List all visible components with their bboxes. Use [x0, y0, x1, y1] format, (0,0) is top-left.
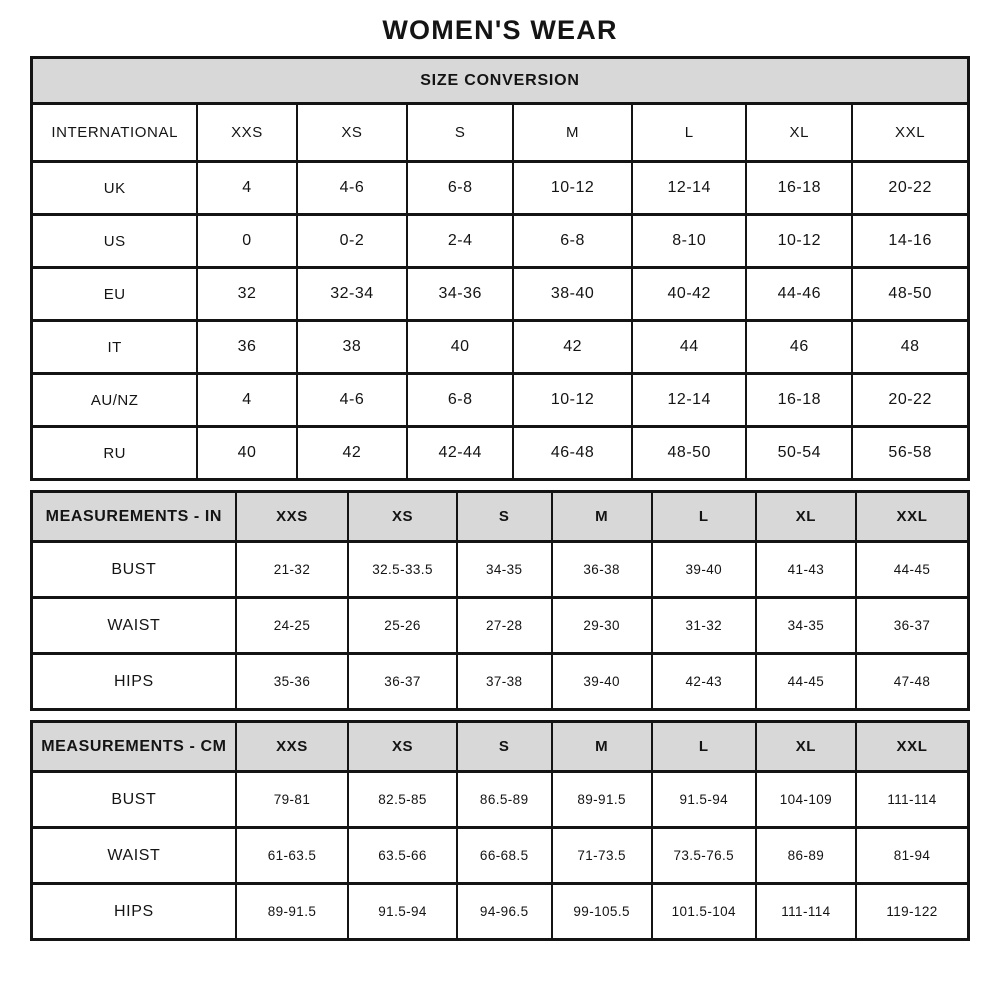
cell: 32-34: [297, 268, 408, 321]
column-header-xl: XL: [746, 104, 852, 162]
cell: 82.5-85: [348, 772, 457, 828]
cell: 4: [197, 374, 296, 427]
measurements-cm-table: [30, 720, 970, 941]
cell: 29-30: [552, 598, 652, 654]
cell: 73.5-76.5: [652, 828, 756, 884]
cell: 20-22: [852, 374, 968, 427]
cell: 10-12: [513, 162, 632, 215]
row-label: WAIST: [32, 828, 236, 884]
cell: 16-18: [746, 374, 852, 427]
cell: 42: [513, 321, 632, 374]
row-label: US: [32, 215, 198, 268]
cell: 2-4: [407, 215, 513, 268]
cell: 44-46: [746, 268, 852, 321]
cell: 6-8: [407, 374, 513, 427]
cell: 42-44: [407, 427, 513, 480]
column-header-xl: XL: [756, 492, 856, 542]
cell: 16-18: [746, 162, 852, 215]
cell: 12-14: [632, 374, 746, 427]
table-row: [32, 542, 969, 598]
column-header-xl: XL: [756, 722, 856, 772]
cell: 104-109: [756, 772, 856, 828]
row-label: AU/NZ: [32, 374, 198, 427]
column-header-m: M: [552, 722, 652, 772]
table-row: [32, 374, 969, 427]
table-row: [32, 654, 969, 710]
cell: 36-38: [552, 542, 652, 598]
cell: 46: [746, 321, 852, 374]
cell: 40: [407, 321, 513, 374]
cell: 79-81: [236, 772, 348, 828]
table-row: [32, 828, 969, 884]
row-label: HIPS: [32, 884, 236, 940]
cell: 34-36: [407, 268, 513, 321]
cell: 36-37: [348, 654, 457, 710]
cell: 4: [197, 162, 296, 215]
cell: 36: [197, 321, 296, 374]
table-row: [32, 215, 969, 268]
cell: 40-42: [632, 268, 746, 321]
cell: 10-12: [513, 374, 632, 427]
cell: 86-89: [756, 828, 856, 884]
cell: 4-6: [297, 374, 408, 427]
cell: 94-96.5: [457, 884, 552, 940]
size-conversion-title: SIZE CONVERSION: [32, 58, 969, 104]
row-label: BUST: [32, 772, 236, 828]
cell: 99-105.5: [552, 884, 652, 940]
cell: 50-54: [746, 427, 852, 480]
cell: 21-32: [236, 542, 348, 598]
cell: 48: [852, 321, 968, 374]
column-header-m: M: [513, 104, 632, 162]
column-header-l: L: [632, 104, 746, 162]
page-title: WOMEN'S WEAR: [382, 15, 618, 45]
table-row: [32, 598, 969, 654]
cell: 12-14: [632, 162, 746, 215]
cell: 46-48: [513, 427, 632, 480]
cell: 6-8: [513, 215, 632, 268]
cell: 32.5-33.5: [348, 542, 457, 598]
cell: 25-26: [348, 598, 457, 654]
cell: 89-91.5: [552, 772, 652, 828]
cell: 14-16: [852, 215, 968, 268]
size-conversion-title-row: [32, 58, 969, 104]
measurements-in-table: [30, 490, 970, 711]
cell: 91.5-94: [652, 772, 756, 828]
size-conversion-table: [30, 56, 970, 481]
column-header-international: INTERNATIONAL: [32, 104, 198, 162]
row-label: HIPS: [32, 654, 236, 710]
cell: 44-45: [756, 654, 856, 710]
cell: 20-22: [852, 162, 968, 215]
measurements-cm-title: MEASUREMENTS - CM: [32, 722, 236, 772]
cell: 61-63.5: [236, 828, 348, 884]
cell: 35-36: [236, 654, 348, 710]
column-header-l: L: [652, 492, 756, 542]
cell: 0: [197, 215, 296, 268]
row-label: RU: [32, 427, 198, 480]
table-row: [32, 162, 969, 215]
cell: 44: [632, 321, 746, 374]
cell: 24-25: [236, 598, 348, 654]
cell: 86.5-89: [457, 772, 552, 828]
cell: 40: [197, 427, 296, 480]
cell: 34-35: [756, 598, 856, 654]
cell: 101.5-104: [652, 884, 756, 940]
cell: 39-40: [652, 542, 756, 598]
column-header-xxl: XXL: [856, 722, 968, 772]
cell: 42: [297, 427, 408, 480]
cell: 42-43: [652, 654, 756, 710]
cell: 56-58: [852, 427, 968, 480]
row-label: IT: [32, 321, 198, 374]
cell: 71-73.5: [552, 828, 652, 884]
measurements-in-header-row: [32, 492, 969, 542]
cell: 36-37: [856, 598, 968, 654]
cell: 37-38: [457, 654, 552, 710]
cell: 31-32: [652, 598, 756, 654]
column-header-s: S: [407, 104, 513, 162]
column-header-xxs: XXS: [197, 104, 296, 162]
cell: 47-48: [856, 654, 968, 710]
column-header-xxl: XXL: [856, 492, 968, 542]
row-label: WAIST: [32, 598, 236, 654]
column-header-s: S: [457, 492, 552, 542]
cell: 48-50: [852, 268, 968, 321]
cell: 10-12: [746, 215, 852, 268]
cell: 27-28: [457, 598, 552, 654]
cell: 111-114: [856, 772, 968, 828]
cell: 89-91.5: [236, 884, 348, 940]
cell: 34-35: [457, 542, 552, 598]
cell: 91.5-94: [348, 884, 457, 940]
cell: 38-40: [513, 268, 632, 321]
column-header-xs: XS: [348, 722, 457, 772]
cell: 32: [197, 268, 296, 321]
cell: 81-94: [856, 828, 968, 884]
measurements-in-title: MEASUREMENTS - IN: [32, 492, 236, 542]
table-row: [32, 427, 969, 480]
table-row: [32, 268, 969, 321]
cell: 111-114: [756, 884, 856, 940]
cell: 4-6: [297, 162, 408, 215]
cell: 38: [297, 321, 408, 374]
column-header-xs: XS: [297, 104, 408, 162]
row-label: EU: [32, 268, 198, 321]
cell: 63.5-66: [348, 828, 457, 884]
cell: 0-2: [297, 215, 408, 268]
cell: 8-10: [632, 215, 746, 268]
cell: 119-122: [856, 884, 968, 940]
column-header-xxs: XXS: [236, 492, 348, 542]
row-label: BUST: [32, 542, 236, 598]
column-header-m: M: [552, 492, 652, 542]
column-header-s: S: [457, 722, 552, 772]
cell: 39-40: [552, 654, 652, 710]
table-row: [32, 772, 969, 828]
size-conversion-columns-row: [32, 104, 969, 162]
column-header-xxs: XXS: [236, 722, 348, 772]
table-row: [32, 321, 969, 374]
cell: 44-45: [856, 542, 968, 598]
column-header-l: L: [652, 722, 756, 772]
cell: 6-8: [407, 162, 513, 215]
row-label: UK: [32, 162, 198, 215]
column-header-xs: XS: [348, 492, 457, 542]
measurements-cm-header-row: [32, 722, 969, 772]
table-row: [32, 884, 969, 940]
column-header-xxl: XXL: [852, 104, 968, 162]
cell: 41-43: [756, 542, 856, 598]
cell: 48-50: [632, 427, 746, 480]
cell: 66-68.5: [457, 828, 552, 884]
